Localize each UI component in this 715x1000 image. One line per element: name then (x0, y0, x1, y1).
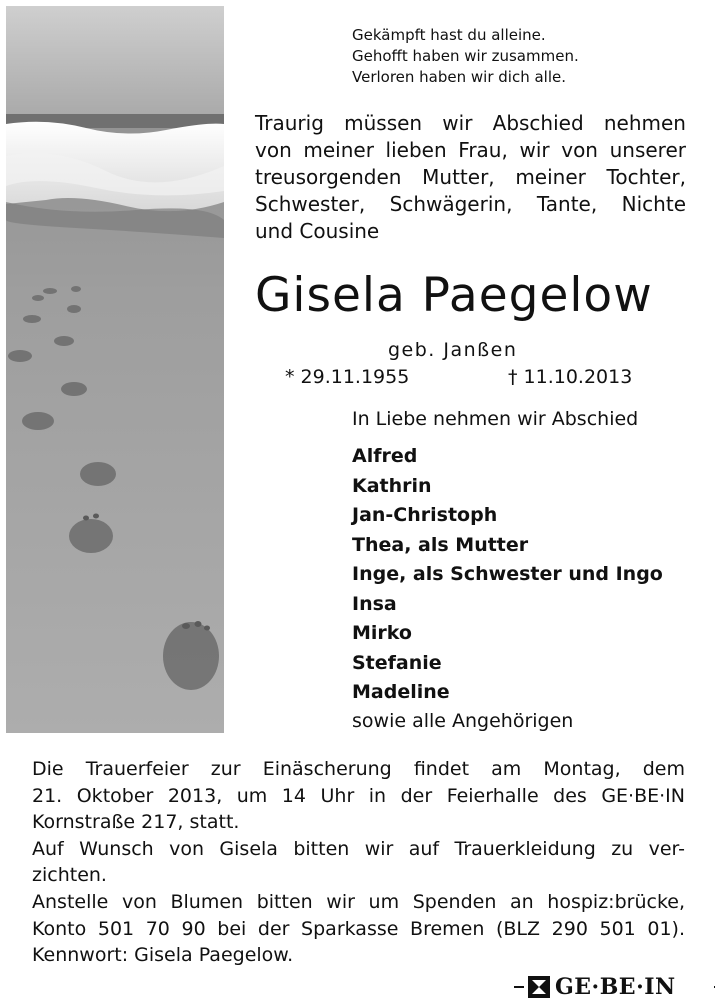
poem-line: Gehofft haben wir zusammen. (352, 47, 579, 65)
birth-date: * 29.11.1955 (285, 366, 410, 388)
intro-line: treusorgenden Mutter, meiner Tochter, (255, 165, 686, 189)
deceased-name: Gisela Paegelow (255, 268, 653, 323)
service-line: 21. Oktober 2013, um 14 Uhr in der Feierhalle des GE·BE·IN (32, 784, 685, 807)
mourner: Stefanie (352, 651, 442, 674)
intro-line: von meiner lieben Frau, wir von unserer (255, 138, 686, 162)
service-line: zichten. (32, 864, 107, 887)
mourner: Mirko (352, 622, 412, 644)
service-line: Die Trauerfeier zur Einäscherung findet am Montag, dem (32, 758, 685, 780)
mourners-list (352, 442, 663, 708)
intro-line: Traurig müssen wir Abschied nehmen (255, 111, 686, 135)
service-line: Anstelle von Blumen bitten wir um Spenden an hospiz:brücke, (32, 890, 685, 913)
death-date: † 11.10.2013 (508, 366, 633, 388)
poem (352, 25, 579, 88)
mourner: Thea, als Mutter (352, 533, 529, 556)
logo-mark (524, 973, 714, 1000)
service-line: Auf Wunsch von Gisela bitten wir auf Trauerkleidung zu ver- (32, 837, 685, 860)
mourner: Kathrin (352, 474, 432, 497)
service-details (32, 756, 685, 969)
service-line: Konto 501 70 90 bei der Sparkasse Bremen (BLZ 290 501 01). (32, 917, 685, 940)
service-line: Kennwort: Gisela Paegelow. (32, 944, 294, 967)
mourner: Jan-Christoph (352, 504, 498, 526)
farewell-line: In Liebe nehmen wir Abschied (352, 408, 639, 430)
mourner: Alfred (352, 445, 418, 467)
gebein-logo (514, 973, 715, 1000)
relatives-line: sowie alle Angehörigen (352, 710, 574, 732)
mourner: Madeline (352, 681, 450, 703)
beach-footprints-image (6, 6, 224, 733)
service-line: Kornstraße 217, statt. (32, 811, 240, 834)
poem-line: Verloren haben wir dich alle. (352, 68, 567, 86)
intro-line: und Cousine (255, 219, 380, 243)
born-name: geb. Janßen (388, 339, 518, 361)
mourner: Insa (352, 592, 397, 615)
intro-line: Schwester, Schwägerin, Tante, Nichte (255, 192, 686, 216)
logo-text: GE·BE·IN (555, 973, 676, 1000)
intro-paragraph (255, 110, 686, 245)
gebein-logo-icon (528, 976, 550, 998)
poem-line: Gekämpft hast du alleine. (352, 26, 546, 44)
mourner: Inge, als Schwester und Ingo (352, 563, 663, 585)
